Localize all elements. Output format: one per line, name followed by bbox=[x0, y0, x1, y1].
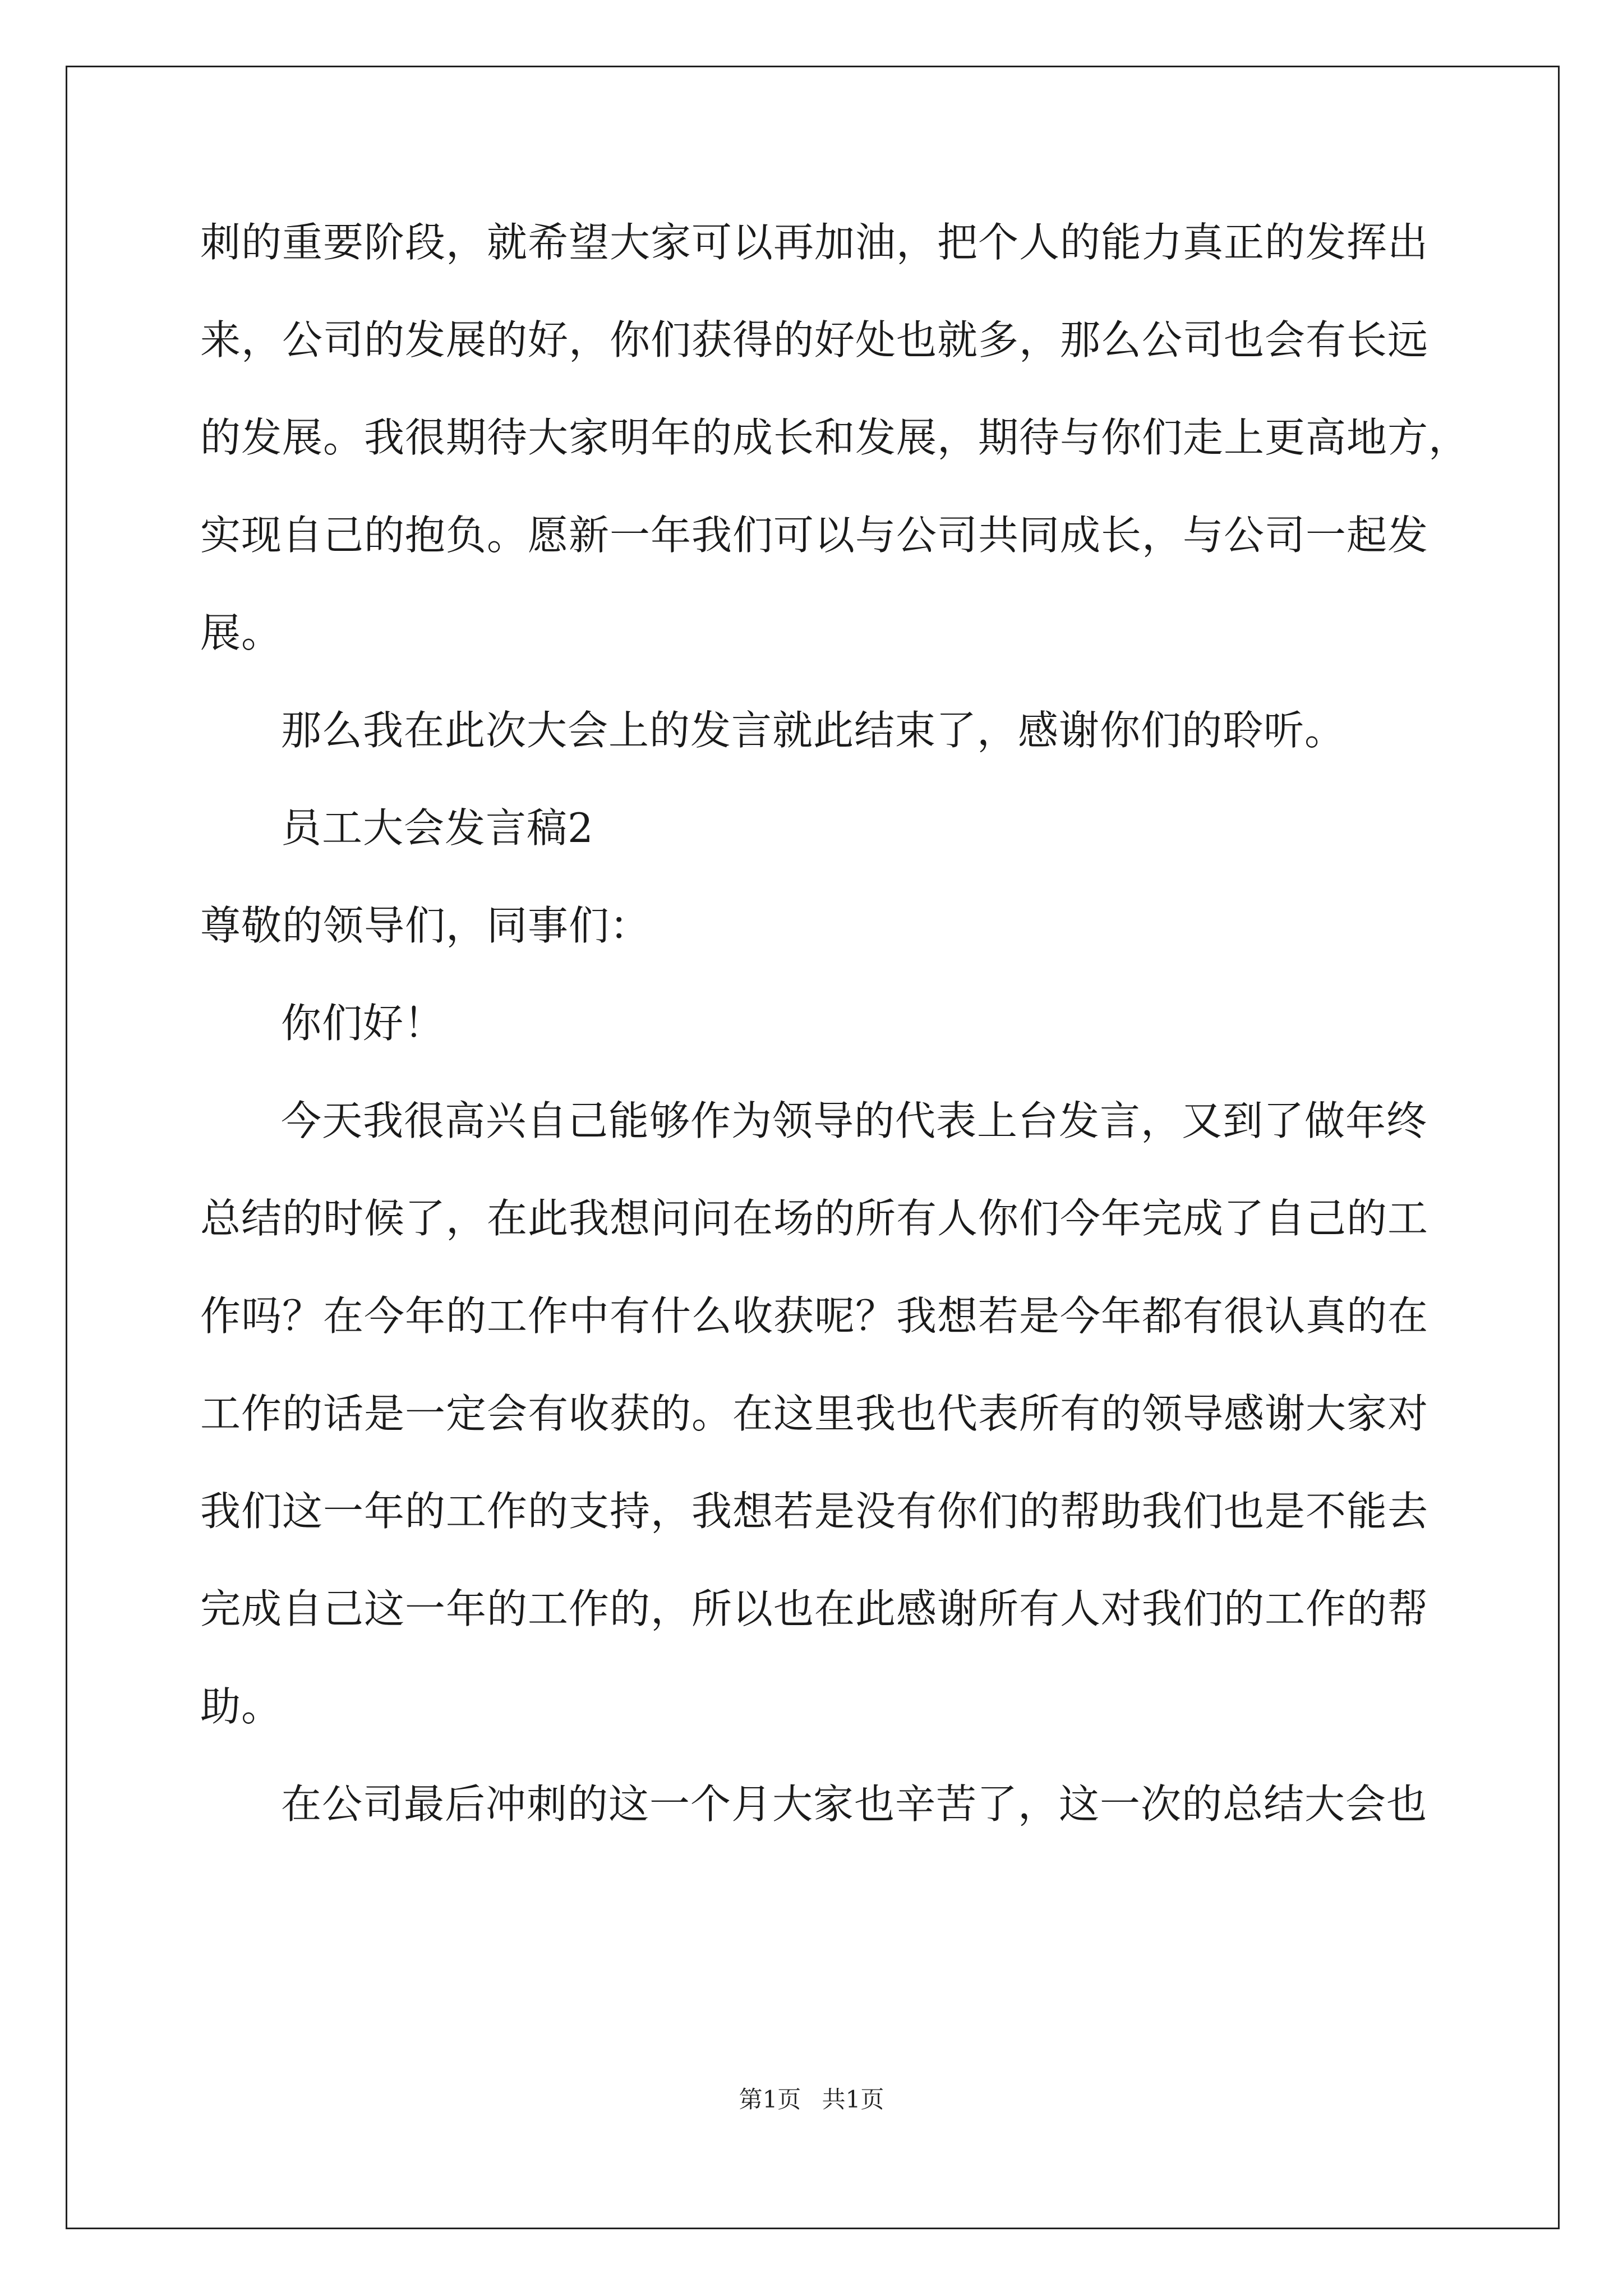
text-line: 来，公司的发展的好，你们获得的好处也就多，那么公司也会有长远 bbox=[200, 316, 1429, 364]
page-total: 共1页 bbox=[822, 2086, 884, 2113]
text-line: 展。 bbox=[200, 609, 283, 656]
text-line: 在公司最后冲刺的这一个月大家也辛苦了，这一次的总结大会也 bbox=[281, 1780, 1428, 1828]
document-body bbox=[200, 219, 1470, 1881]
text-line: 我们这一年的工作的支持，我想若是没有你们的帮助我们也是不能去 bbox=[200, 1488, 1429, 1535]
text-line: 实现自己的抱负。愿新一年我们可以与公司共同成长，与公司一起发 bbox=[200, 512, 1429, 559]
text-line: 完成自己这一年的工作的，所以也在此感谢所有人对我们的工作的帮 bbox=[200, 1585, 1429, 1632]
text-line: 工作的话是一定会有收获的。在这里我也代表所有的领导感谢大家对 bbox=[200, 1390, 1429, 1437]
text-line: 作吗？在今年的工作中有什么收获呢？我想若是今年都有很认真的在 bbox=[200, 1292, 1429, 1340]
page-footer bbox=[0, 2088, 1623, 2111]
text-line: 那么我在此次大会上的发言就此结束了，感谢你们的聆听。 bbox=[281, 707, 1346, 754]
text-line: 助。 bbox=[200, 1683, 283, 1730]
text-line: 总结的时候了，在此我想问问在场的所有人你们今年完成了自己的工 bbox=[200, 1195, 1429, 1242]
salutation: 尊敬的领导们，同事们： bbox=[200, 902, 651, 949]
text-line: 的发展。我很期待大家明年的成长和发展，期待与你们走上更高地方， bbox=[200, 414, 1470, 461]
greeting: 你们好！ bbox=[281, 1000, 445, 1047]
text-line: 刺的重要阶段，就希望大家可以再加油，把个人的能力真正的发挥出 bbox=[200, 219, 1429, 266]
text-line: 今天我很高兴自己能够作为领导的代表上台发言，又到了做年终 bbox=[281, 1097, 1428, 1144]
page-number: 第1页 bbox=[739, 2086, 801, 2113]
section-heading: 员工大会发言稿2 bbox=[281, 804, 594, 852]
